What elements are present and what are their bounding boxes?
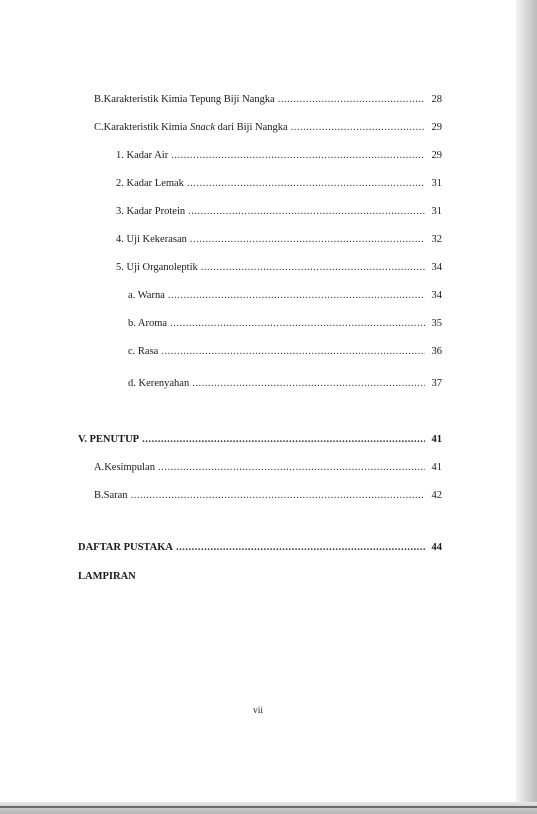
toc-entry-c-letter: C. xyxy=(94,122,104,133)
toc-entry-c5-page: 34 xyxy=(431,262,442,273)
toc-entry-b-page: 28 xyxy=(431,94,442,105)
toc-leader-dots xyxy=(190,233,425,247)
toc-entry-c5c-page: 36 xyxy=(431,346,442,357)
toc-entry-b-letter: B. xyxy=(94,94,104,105)
toc-entry-c5a xyxy=(128,289,442,303)
toc-leader-dots xyxy=(188,205,425,219)
toc-entry-daftar-pustaka xyxy=(78,541,442,555)
toc-entry-c1-page: 29 xyxy=(431,150,442,161)
toc-entry-v-page: 41 xyxy=(431,434,442,445)
toc-entry-c2-page: 31 xyxy=(431,178,442,189)
toc-entry-v xyxy=(78,433,442,447)
toc-entry-c4-page: 32 xyxy=(431,234,442,245)
toc-entry-c-title-post: dari Biji Nangka xyxy=(215,122,288,133)
toc-entry-c-page: 29 xyxy=(431,122,442,133)
toc-entry-va-page: 41 xyxy=(431,462,442,473)
toc-entry-c4 xyxy=(116,233,442,247)
scan-edge-line xyxy=(0,806,537,808)
toc-leader-dots xyxy=(291,121,425,135)
toc-entry-vb-letter: B. xyxy=(94,490,104,501)
toc-leader-dots xyxy=(131,489,425,503)
toc-leader-dots xyxy=(171,149,425,163)
toc-entry-b-title: Karakteristik Kimia Tepung Biji Nangka xyxy=(103,94,275,105)
toc-entry-c3-title: 3. Kadar Protein xyxy=(116,206,186,217)
toc-entry-lampiran: LAMPIRAN xyxy=(78,571,136,582)
toc-entry-c-title-pre: Karakteristik Kimia xyxy=(103,122,190,133)
toc-entry-c1 xyxy=(116,149,442,163)
toc-entry-c2 xyxy=(116,177,442,191)
toc-entry-va-title: Kesimpulan xyxy=(104,462,155,473)
page-number: vii xyxy=(252,706,264,716)
toc-leader-dots xyxy=(158,461,425,475)
toc-entry-c5b-page: 35 xyxy=(431,318,442,329)
toc-entry-va xyxy=(94,461,442,475)
toc-leader-dots xyxy=(170,317,425,331)
toc-leader-dots xyxy=(176,541,425,555)
toc-entry-c5b xyxy=(128,317,442,331)
toc-leader-dots xyxy=(201,261,425,275)
toc-entry-vb-page: 42 xyxy=(431,490,442,501)
toc-leader-dots xyxy=(168,289,425,303)
toc-entry-c1-title: 1. Kadar Air xyxy=(116,150,169,161)
toc-leader-dots xyxy=(161,345,425,359)
toc-entry-c5 xyxy=(116,261,442,275)
toc-entry-c5d-title: d. Kerenyahan xyxy=(128,378,190,389)
scan-edge-bottom xyxy=(0,802,537,814)
toc-entry-va-letter: A. xyxy=(94,462,105,473)
toc-entry-c3 xyxy=(116,205,442,219)
toc-entry-c xyxy=(94,121,442,135)
toc-entry-c5a-page: 34 xyxy=(431,290,442,301)
toc-entry-c5a-title: a. Warna xyxy=(128,290,165,301)
toc-leader-dots xyxy=(278,93,425,107)
toc-entry-c5c-title: c. Rasa xyxy=(128,346,159,357)
toc-entry-v-title: V. PENUTUP xyxy=(78,434,140,445)
toc-leader-dots xyxy=(187,177,425,191)
toc-entry-c4-title: 4. Uji Kekerasan xyxy=(116,234,187,245)
toc-entry-vb-title: Saran xyxy=(103,490,128,501)
toc-entry-c5c xyxy=(128,345,442,359)
toc-entry-daftar-pustaka-page: 44 xyxy=(431,542,442,553)
scan-edge-right xyxy=(516,0,537,814)
toc-entry-c3-page: 31 xyxy=(431,206,442,217)
toc-entry-vb xyxy=(94,489,442,503)
toc-entry-b xyxy=(94,93,442,107)
toc-leader-dots xyxy=(142,433,425,447)
toc-entry-c-title xyxy=(104,121,288,135)
toc-entry-c5b-title: b. Aroma xyxy=(128,318,168,329)
toc-entry-c5d-page: 37 xyxy=(431,378,442,389)
toc-entry-c2-title: 2. Kadar Lemak xyxy=(116,178,184,189)
toc-entry-daftar-pustaka-title: DAFTAR PUSTAKA xyxy=(78,542,173,553)
toc-entry-c5-title: 5. Uji Organoleptik xyxy=(116,262,198,273)
toc-entry-c-title-italic: Snack xyxy=(189,122,216,133)
toc-leader-dots xyxy=(192,377,425,391)
toc-entry-c5d xyxy=(128,377,442,391)
